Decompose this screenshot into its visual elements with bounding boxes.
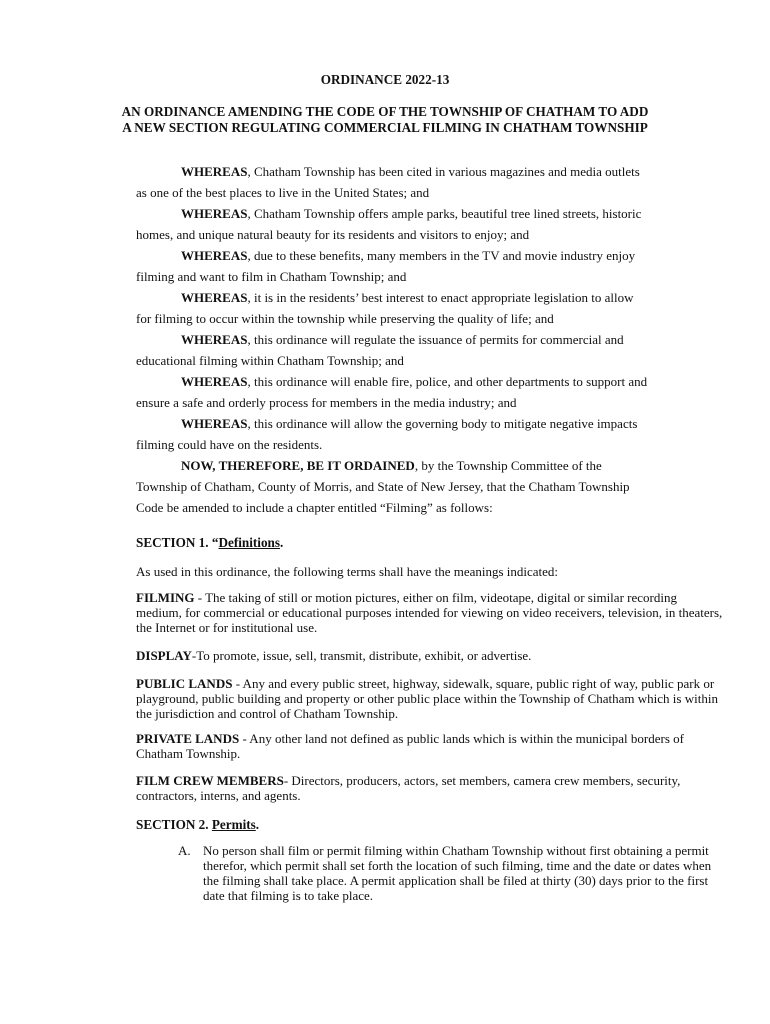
ordinance-subtitle: AN ORDINANCE AMENDING THE CODE OF THE TOWNSHIP OF CHATHAM TO ADD A NEW SECTION REGULATING COMMERCIAL FILMING IN CHATHAM TOWNSHIP xyxy=(121,104,649,135)
whereas-text-b: filming and want to film in Chatham Township; and xyxy=(136,269,407,284)
whereas-clause-7 xyxy=(136,413,736,455)
whereas-text-b: educational filming within Chatham Township; and xyxy=(136,353,404,368)
whereas-text-a: , this ordinance will enable fire, police, and other departments to support and xyxy=(247,374,648,389)
definition-film-crew-members xyxy=(136,773,726,803)
definition-display xyxy=(136,648,726,663)
item-letter: A. xyxy=(178,843,191,858)
definition-text: - Directors, producers, actors, set members, camera crew members, security, contractors, interns, and agents. xyxy=(136,773,681,803)
whereas-clause-3 xyxy=(136,245,736,287)
whereas-text-a: , this ordinance will allow the governing body to mitigate negative impacts xyxy=(247,416,638,431)
definition-text: - Any and every public street, highway, sidewalk, square, public right of way, public park or playground, public building and property or other public place within the Township of Chatham which is within the jurisdiction and control of Chatham Township. xyxy=(136,676,718,721)
ordained-text-c: Code be amended to include a chapter entitled “Filming” as follows: xyxy=(136,500,493,515)
section-2-prefix: SECTION 2. xyxy=(136,817,212,832)
ordained-text-b: Township of Chatham, County of Morris, and State of New Jersey, that the Chatham Township xyxy=(136,479,630,494)
whereas-text-b: ensure a safe and orderly process for members in the media industry; and xyxy=(136,395,517,410)
definition-private-lands xyxy=(136,731,726,761)
whereas-label: WHEREAS xyxy=(181,290,248,305)
whereas-text-a: , Chatham Township offers ample parks, beautiful tree lined streets, historic xyxy=(247,206,642,221)
whereas-label: WHEREAS xyxy=(181,206,248,221)
ordained-label: NOW, THEREFORE, BE IT ORDAINED xyxy=(181,458,415,473)
whereas-text-a: , Chatham Township has been cited in various magazines and media outlets xyxy=(247,164,640,179)
section-1-prefix: SECTION 1. “ xyxy=(136,535,219,550)
whereas-text-b: filming could have on the residents. xyxy=(136,437,323,452)
section-1-heading xyxy=(136,535,283,551)
whereas-label: WHEREAS xyxy=(181,248,248,263)
ordained-clause xyxy=(136,455,736,518)
section-2-suffix: . xyxy=(255,817,260,832)
definitions-intro: As used in this ordinance, the following terms shall have the meanings indicated: xyxy=(136,564,559,579)
section-1-suffix: . xyxy=(280,535,284,550)
item-text: No person shall film or permit filming within Chatham Township without first obtaining a permit therefor, which permit shall set forth the location of such filming, time and the date or dates when the filming shall take place. A permit application shall be filed at thirty (30) days prior to the first date that filming is to take place. xyxy=(203,843,712,903)
whereas-label: WHEREAS xyxy=(181,416,248,431)
whereas-clause-2 xyxy=(136,203,736,245)
whereas-text-b: as one of the best places to live in the United States; and xyxy=(136,185,430,200)
definition-filming xyxy=(136,590,726,635)
whereas-label: WHEREAS xyxy=(181,332,248,347)
definition-text: -To promote, issue, sell, transmit, distribute, exhibit, or advertise. xyxy=(191,648,532,663)
permit-item-a xyxy=(178,843,728,903)
whereas-label: WHEREAS xyxy=(181,164,248,179)
section-1-title: Definitions xyxy=(218,535,280,550)
definition-text: - The taking of still or motion pictures, either on film, videotape, digital or similar recording medium, for commercial or educational purposes intended for viewing on video receivers, television, in theaters, the Internet or for institutional use. xyxy=(136,590,723,635)
ordained-text-a: , by the Township Committee of the xyxy=(414,458,602,473)
definition-term: DISPLAY xyxy=(136,648,192,663)
whereas-text-a: , this ordinance will regulate the issuance of permits for commercial and xyxy=(247,332,624,347)
section-2-title: Permits xyxy=(211,817,256,832)
whereas-label: WHEREAS xyxy=(181,374,248,389)
whereas-text-a: , it is in the residents’ best interest to enact appropriate legislation to allow xyxy=(247,290,634,305)
whereas-text-a: , due to these benefits, many members in the TV and movie industry enjoy xyxy=(247,248,636,263)
ordinance-title: ORDINANCE 2022-13 xyxy=(320,72,450,87)
definition-term: PUBLIC LANDS xyxy=(136,676,233,691)
section-2-heading xyxy=(136,817,259,833)
definition-term: PRIVATE LANDS xyxy=(136,731,240,746)
whereas-clause-1 xyxy=(136,161,736,203)
whereas-text-b: for filming to occur within the township while preserving the quality of life; and xyxy=(136,311,554,326)
whereas-text-b: homes, and unique natural beauty for its residents and visitors to enjoy; and xyxy=(136,227,530,242)
whereas-clause-6 xyxy=(136,371,736,413)
definition-public-lands xyxy=(136,676,726,721)
definition-term: FILM CREW MEMBERS xyxy=(136,773,284,788)
whereas-clause-4 xyxy=(136,287,736,329)
definition-term: FILMING xyxy=(136,590,195,605)
whereas-clause-5 xyxy=(136,329,736,371)
definition-text: - Any other land not defined as public lands which is within the municipal borders of Chatham Township. xyxy=(136,731,684,761)
